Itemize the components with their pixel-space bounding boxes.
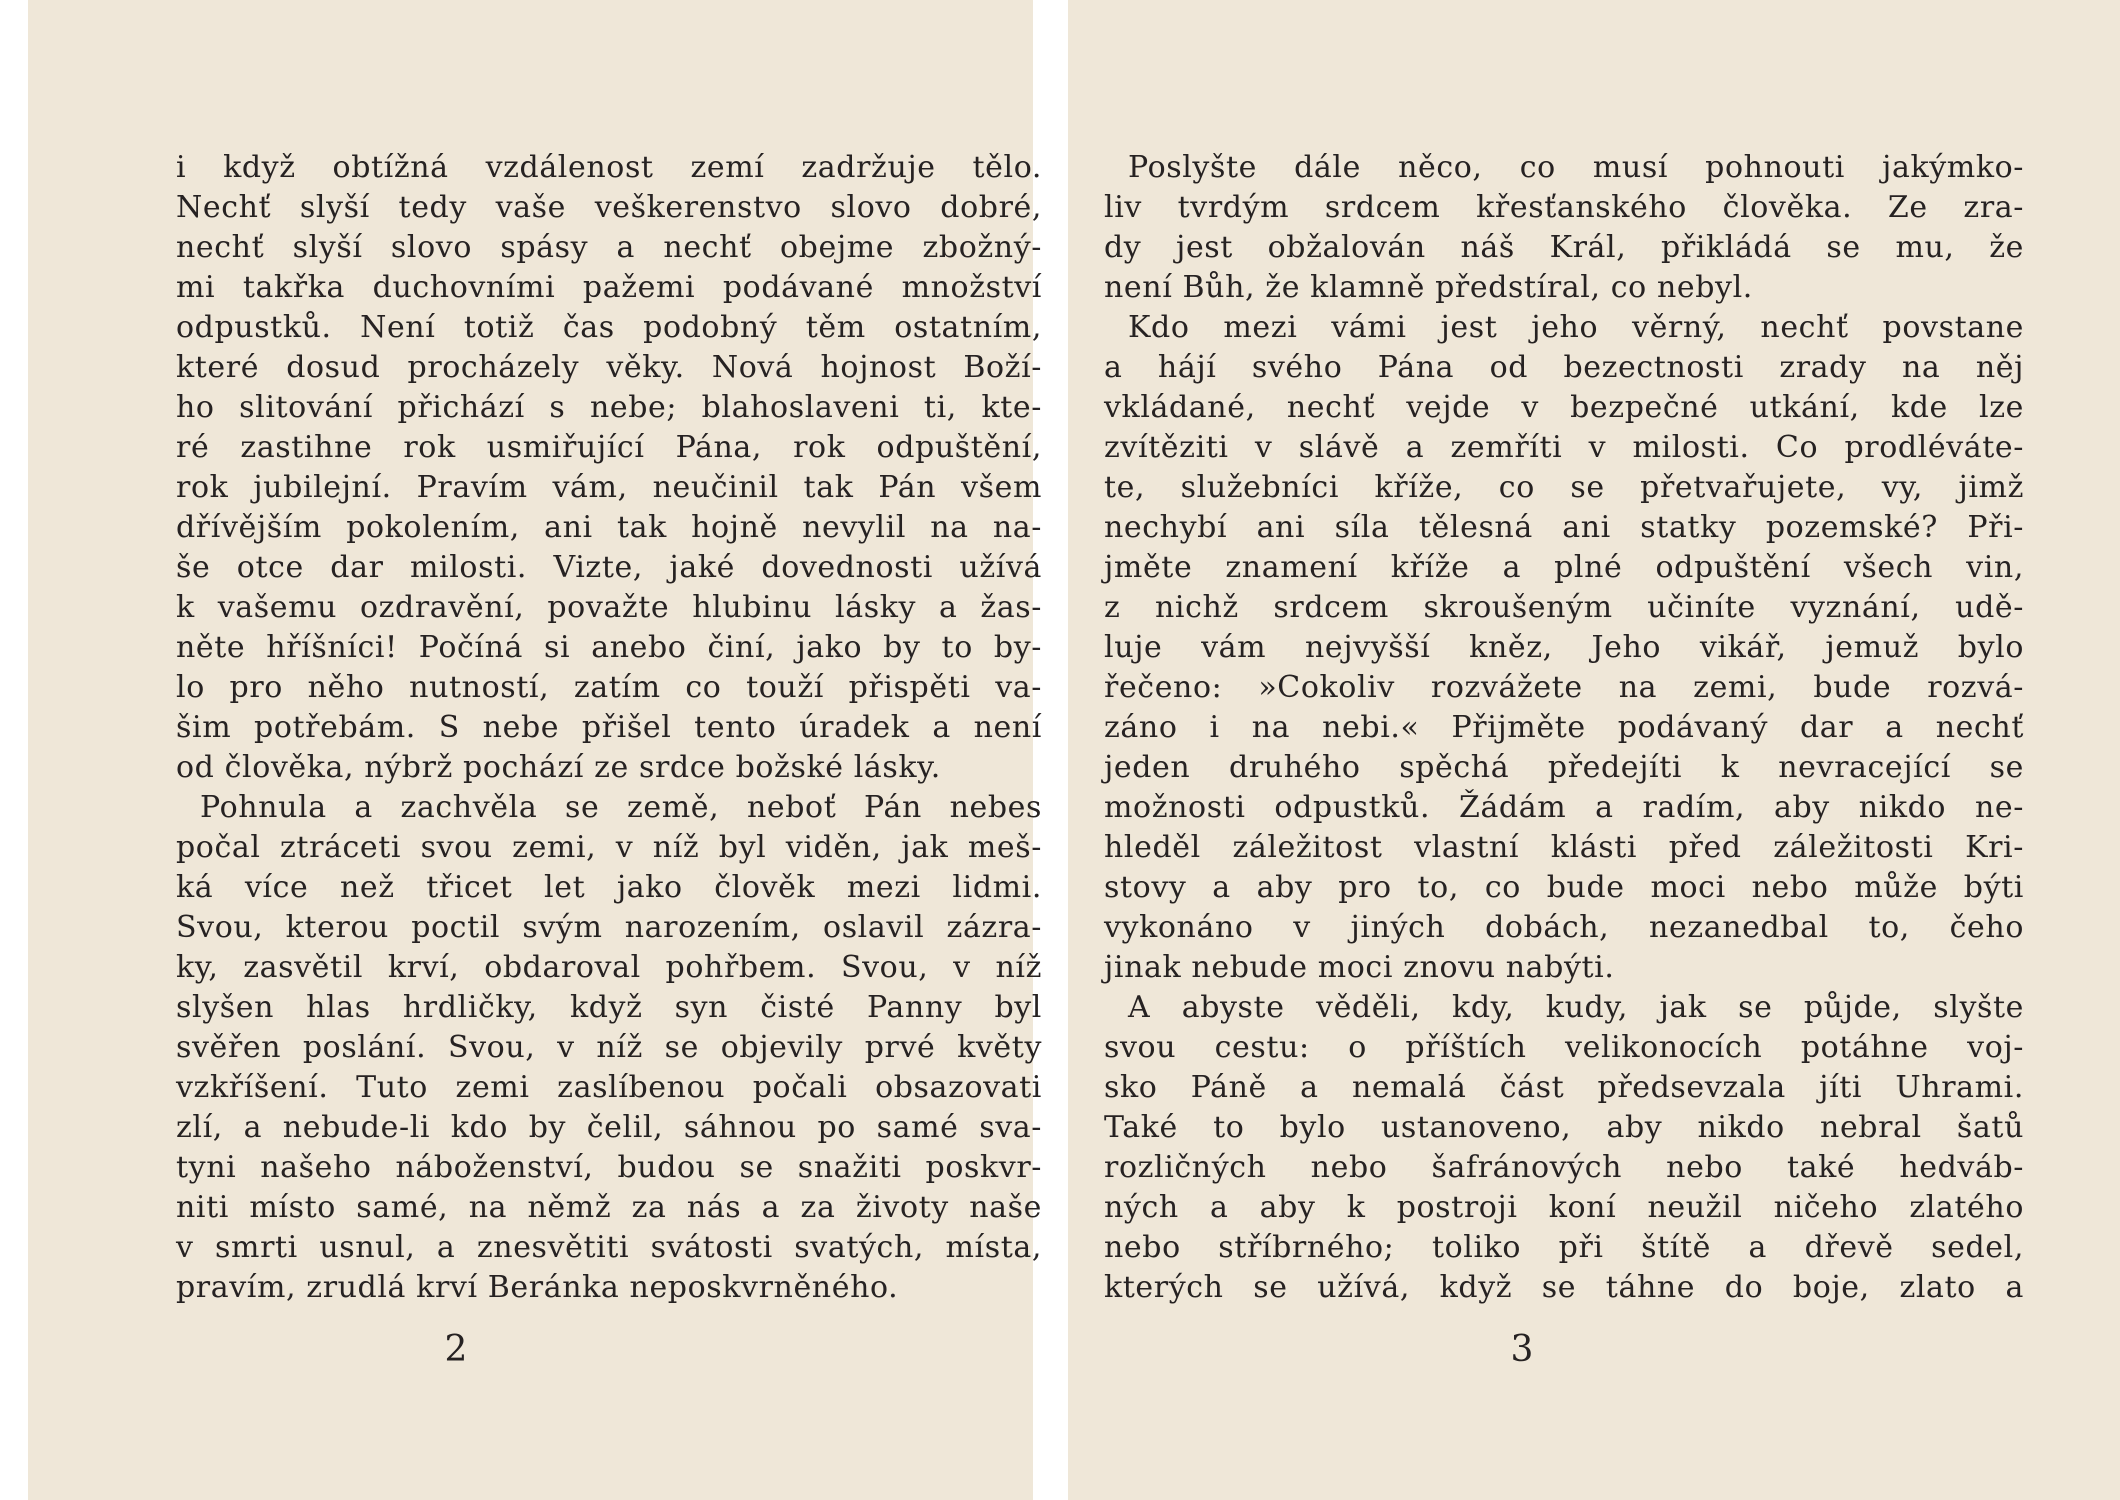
text-line: něte hříšníci! Počíná si anebo činí, jako by to by- bbox=[176, 630, 1042, 665]
text-line: lo pro něho nutností, zatím co touží přispěti va- bbox=[176, 670, 1042, 705]
text-line: a hájí svého Pána od bezectnosti zrady na něj bbox=[1104, 350, 2024, 385]
text-line: záno i na nebi.« Přijměte podávaný dar a nechť bbox=[1104, 710, 2024, 745]
text-line: sko Páně a nemalá část předsevzala jíti Uhrami. bbox=[1104, 1070, 2024, 1105]
text-line: svěřen poslání. Svou, v níž se objevily prvé květy bbox=[176, 1030, 1042, 1065]
text-line: nebo stříbrného; toliko při štítě a dřevě sedel, bbox=[1104, 1230, 2024, 1265]
text-line: jeden druhého spěchá předejíti k nevracející se bbox=[1104, 750, 2024, 785]
text-line: Svou, kterou poctil svým narozením, oslavil zázra- bbox=[176, 910, 1042, 945]
text-line: rozličných nebo šafránových nebo také hedváb- bbox=[1104, 1150, 2024, 1185]
text-line: ho slitování přichází s nebe; blahoslaveni ti, kte- bbox=[176, 390, 1042, 425]
text-line: dřívějším pokolením, ani tak hojně nevylil na na- bbox=[176, 510, 1042, 545]
text-line: ky, zasvětil krví, obdaroval pohřbem. Svou, v níž bbox=[176, 950, 1042, 985]
text-line: liv tvrdým srdcem křesťanského člověka. Ze zra- bbox=[1104, 190, 2024, 225]
text-line: Kdo mezi vámi jest jeho věrný, nechť povstane bbox=[1128, 310, 2024, 345]
text-line: Nechť slyší tedy vaše veškerenstvo slovo dobré, bbox=[176, 190, 1042, 225]
text-line: svou cestu: o příštích velikonocích potáhne voj- bbox=[1104, 1030, 2024, 1065]
right-page-text bbox=[1104, 148, 2024, 1308]
text-line: odpustků. Není totiž čas podobný těm ostatním, bbox=[176, 310, 1042, 345]
text-line: kterých se užívá, když se táhne do boje, zlato a bbox=[1104, 1270, 2024, 1305]
text-line: zlí, a nebude-li kdo by čelil, sáhnou po samé sva- bbox=[176, 1110, 1042, 1145]
text-line: niti místo samé, na němž za nás a za životy naše bbox=[176, 1190, 1042, 1225]
text-line: Pohnula a zachvěla se země, neboť Pán nebes bbox=[200, 790, 1042, 825]
text-line: nechť slyší slovo spásy a nechť obejme zbožný- bbox=[176, 230, 1042, 265]
text-line: ká více než třicet let jako člověk mezi lidmi. bbox=[176, 870, 1042, 905]
text-line: stovy a aby pro to, co bude moci nebo může býti bbox=[1104, 870, 2024, 905]
text-line: ré zastihne rok usmiřující Pána, rok odpuštění, bbox=[176, 430, 1042, 465]
text-line: nechybí ani síla tělesná ani statky pozemské? Při- bbox=[1104, 510, 2024, 545]
text-line: luje vám nejvyšší kněz, Jeho vikář, jemuž bylo bbox=[1104, 630, 2024, 665]
text-line: i když obtížná vzdálenost zemí zadržuje tělo. bbox=[176, 150, 1042, 185]
text-line: pravím, zrudlá krví Beránka neposkvrněného. bbox=[176, 1270, 899, 1305]
text-line: slyšen hlas hrdličky, když syn čisté Panny byl bbox=[176, 990, 1042, 1025]
right-page bbox=[1068, 0, 2120, 1500]
text-line: které dosud procházely věky. Nová hojnost Boží- bbox=[176, 350, 1042, 385]
text-line: vkládané, nechť vejde v bezpečné utkání, kde lze bbox=[1104, 390, 2024, 425]
text-line: v smrti usnul, a znesvětiti svátosti svatých, místa, bbox=[176, 1230, 1042, 1265]
text-line: zvítěziti v slávě a zemříti v milosti. Co prodléváte- bbox=[1104, 430, 2024, 465]
text-line: šim potřebám. S nebe přišel tento úradek a není bbox=[176, 710, 1042, 745]
text-line: vykonáno v jiných dobách, nezanedbal to, čeho bbox=[1104, 910, 2024, 945]
text-line: jinak nebude moci znovu nabýti. bbox=[1104, 950, 1615, 985]
text-line: vzkříšení. Tuto zemi zaslíbenou počali obsazovati bbox=[176, 1070, 1042, 1105]
text-line: A abyste věděli, kdy, kudy, jak se půjde, slyšte bbox=[1128, 990, 2024, 1025]
text-line: hleděl záležitost vlastní klásti před záležitosti Kri- bbox=[1104, 830, 2024, 865]
text-line: dy jest obžalován náš Král, přikládá se mu, že bbox=[1104, 230, 2024, 265]
text-line: tyni našeho náboženství, budou se snažiti poskvr- bbox=[176, 1150, 1042, 1185]
text-line: počal ztráceti svou zemi, v níž byl viděn, jak meš- bbox=[176, 830, 1042, 865]
text-line: mi takřka duchovními pažemi podávané množství bbox=[176, 270, 1042, 305]
text-line: rok jubilejní. Pravím vám, neučinil tak Pán všem bbox=[176, 470, 1042, 505]
text-line: Také to bylo ustanoveno, aby nikdo nebral šatů bbox=[1104, 1110, 2024, 1145]
text-line: še otce dar milosti. Vizte, jaké dovednosti užívá bbox=[176, 550, 1042, 585]
left-page-text bbox=[176, 148, 1042, 1308]
page-number: 2 bbox=[444, 1329, 468, 1370]
text-line: není Bůh, že klamně předstíral, co nebyl. bbox=[1104, 270, 1753, 305]
text-line: k vašemu ozdravění, považte hlubinu lásky a žas- bbox=[176, 590, 1042, 625]
text-line: Poslyšte dále něco, co musí pohnouti jakýmko- bbox=[1128, 150, 2024, 185]
text-line: řečeno: »Cokoliv rozvážete na zemi, bude rozvá- bbox=[1104, 670, 2024, 705]
text-line: jměte znamení kříže a plné odpuštění všech vin, bbox=[1104, 550, 2024, 585]
text-line: možnosti odpustků. Žádám a radím, aby nikdo ne- bbox=[1104, 790, 2024, 825]
left-page bbox=[28, 0, 1042, 1500]
text-line: te, služebníci kříže, co se přetvařujete, vy, jimž bbox=[1104, 470, 2024, 505]
page-number: 3 bbox=[1510, 1329, 1534, 1370]
text-line: od člověka, nýbrž pochází ze srdce božské lásky. bbox=[176, 750, 941, 785]
text-line: ných a aby k postroji koní neužil ničeho zlatého bbox=[1104, 1190, 2024, 1225]
text-line: z nichž srdcem skroušeným učiníte vyznání, udě- bbox=[1104, 590, 2024, 625]
